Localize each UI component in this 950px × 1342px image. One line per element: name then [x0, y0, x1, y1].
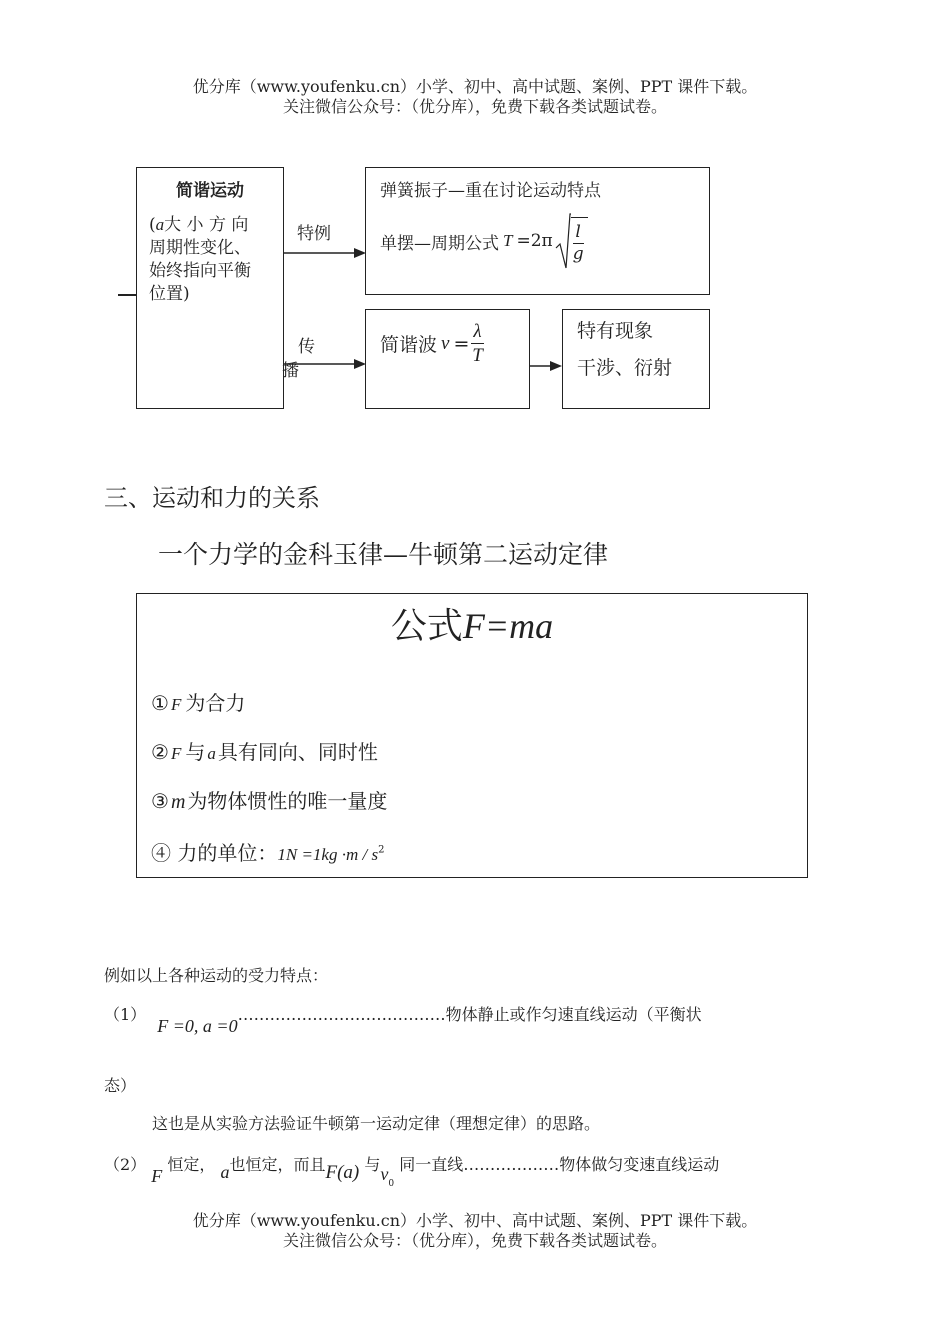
- item4-sup: 2: [378, 844, 385, 856]
- wave-formula: [380, 322, 484, 365]
- ex2-F: F: [151, 1166, 163, 1186]
- footer-line-1: 优分库（www.youfenku.cn）小学、初中、高中试题、案例、PPT 课件下载。: [192, 1211, 758, 1230]
- item2-var-a: a: [207, 744, 216, 763]
- wave-box: [365, 309, 530, 409]
- example-1-continued: 态）: [104, 1076, 137, 1095]
- item4-text: 力的单位：: [177, 841, 278, 865]
- ex1-formula: F =0, a =0: [157, 1016, 238, 1036]
- shm-description: [149, 213, 281, 306]
- wave-fraction: [471, 322, 483, 365]
- arrow-spread: [284, 356, 366, 372]
- left-stub-line: [118, 294, 136, 296]
- ex2-dots: ………………: [463, 1155, 560, 1174]
- ex2-text-5: 物体做匀变速直线运动: [559, 1155, 720, 1174]
- shm-main-box: [136, 167, 284, 409]
- ex2-text-4: 同一直线: [399, 1155, 464, 1174]
- ex2-label: （2）: [104, 1155, 147, 1174]
- label-spread-1: 传: [298, 337, 315, 357]
- shm-desc-line3: 始终指向平衡: [149, 261, 251, 281]
- newton-second-law-box: [136, 593, 808, 878]
- item4-number: ④: [151, 841, 171, 865]
- formula-F: F: [462, 606, 485, 646]
- sqrt-sign-icon: [555, 212, 571, 270]
- label-spread-2: 播: [282, 361, 299, 381]
- item3-text: 为物体惯性的唯一量度: [187, 789, 388, 813]
- pendulum-l: l: [573, 224, 584, 244]
- label-special: 特例: [297, 224, 331, 244]
- pendulum-T: T: [503, 231, 513, 250]
- wave-T: T: [472, 345, 483, 366]
- pendulum-eq: =2π: [516, 231, 553, 251]
- item4-formula: 1N =1kg ·m / s: [277, 845, 379, 864]
- page-header: [0, 77, 950, 117]
- formula-item-4: [151, 837, 384, 866]
- formula-item-3: [151, 785, 387, 814]
- arrow-phenomena: [530, 358, 562, 374]
- example-2: [104, 1152, 864, 1190]
- item1-var: F: [170, 695, 182, 714]
- item2-var-F: F: [170, 744, 182, 763]
- sqrt-fraction: [571, 217, 588, 263]
- wave-text: 简谐波: [380, 334, 438, 356]
- pendulum-text: 单摆—周期公式: [380, 233, 499, 254]
- item1-text: 为合力: [185, 691, 246, 715]
- arrow-special: [284, 245, 366, 261]
- shm-title: 简谐运动: [176, 181, 244, 201]
- examples-intro: 例如以上各种运动的受力特点：: [104, 966, 329, 985]
- formula-item-1: [151, 687, 245, 716]
- phenomena-list: 干涉、衍射: [577, 357, 673, 379]
- section3-subheading: 一个力学的金科玉律—牛顿第二运动定律: [158, 540, 609, 569]
- ex2-text-2: 也恒定，而且: [229, 1155, 326, 1174]
- ex2-Fa: F(a): [325, 1162, 360, 1183]
- ex1-text: 物体静止或作匀速直线运动（平衡状: [445, 1005, 702, 1024]
- formula-rest: =ma: [484, 606, 554, 646]
- phenomena-title: 特有现象: [577, 320, 654, 342]
- example-box: [365, 167, 710, 295]
- formula-item-2: [151, 736, 378, 765]
- ex2-text-1: 恒定，: [167, 1155, 216, 1174]
- item1-number: ①: [151, 691, 169, 715]
- wave-v: v: [441, 332, 450, 354]
- wave-lambda: λ: [473, 321, 482, 342]
- shm-desc-open: (: [149, 215, 156, 235]
- item2-number: ②: [151, 740, 169, 764]
- header-line-2: 关注微信公众号：（优分库），免费下载各类试题试卷。: [282, 97, 667, 116]
- item3-number: ③: [151, 789, 169, 813]
- ex2-text-3: 与: [364, 1155, 381, 1174]
- ex1-dots: …………………………………: [237, 1005, 446, 1024]
- example-note: 这也是从实验方法验证牛顿第一运动定律（理想定律）的思路。: [152, 1114, 601, 1133]
- phenomena-box: [562, 309, 710, 409]
- page-footer: [0, 1211, 950, 1251]
- shm-desc-line2: 周期性变化、: [149, 238, 251, 258]
- ex2-v-sub: 0: [388, 1179, 395, 1190]
- example-spring: 弹簧振子—重在讨论运动特点: [380, 181, 601, 201]
- example-1: [104, 1002, 854, 1036]
- shm-desc-line4: 位置): [149, 284, 190, 304]
- ex2-a: a: [220, 1162, 230, 1182]
- shm-desc-var: a: [155, 215, 165, 234]
- ex1-label: （1）: [104, 1005, 147, 1024]
- formula-title-text: 公式: [390, 606, 463, 647]
- item2-text: 具有同向、同时性: [217, 740, 378, 764]
- item2-mid: 与: [185, 740, 206, 764]
- section3-heading: 三、运动和力的关系: [104, 484, 320, 512]
- example-pendulum: [380, 212, 588, 270]
- wave-eq: =: [453, 332, 470, 355]
- header-line-1: 优分库（www.youfenku.cn）小学、初中、高中试题、案例、PPT 课件下载。: [192, 77, 758, 96]
- ex2-v: v: [380, 1164, 389, 1184]
- item3-var-m: m: [170, 791, 186, 813]
- pendulum-g: g: [572, 244, 584, 264]
- formula-title: [137, 598, 807, 649]
- footer-line-2: 关注微信公众号：（优分库），免费下载各类试题试卷。: [282, 1231, 667, 1250]
- shm-desc-line1: 大 小 方 向: [164, 215, 249, 235]
